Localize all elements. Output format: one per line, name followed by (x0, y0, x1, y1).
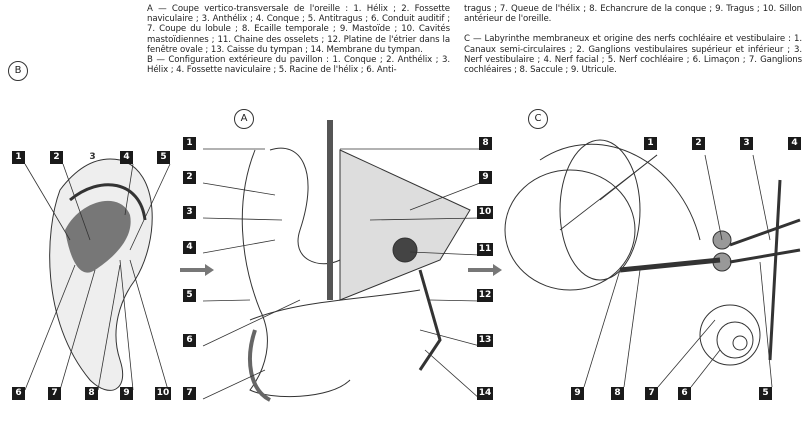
panel-b-marker: B (8, 61, 28, 81)
label-c-4: 4 (788, 137, 801, 150)
panel-c-marker: C (528, 109, 548, 129)
label-b-6: 6 (12, 387, 25, 400)
label-c-6: 6 (678, 387, 691, 400)
label-a-13: 13 (478, 335, 492, 345)
external-ear-drawing (50, 159, 153, 390)
label-b-10: 10 (156, 388, 170, 398)
label-c-1: 1 (644, 137, 657, 150)
label-a-12: 12 (478, 290, 492, 300)
label-b-2: 2 (50, 151, 63, 164)
caption-b-start: B — Configuration extérieure du pavillon : 1. Conque ; 2. Anthélix ; 3. Hélix ; 4. Fossette naviculaire ; 5. Racine de l'hélix ; 6. Anti- (147, 55, 450, 76)
label-a-8: 8 (479, 137, 492, 150)
label-a-14: 14 (478, 388, 492, 398)
label-c-5: 5 (759, 387, 772, 400)
label-b-8: 8 (85, 387, 98, 400)
labyrinth-drawing (505, 140, 800, 365)
label-b-9: 9 (120, 387, 133, 400)
label-a-4: 4 (183, 241, 196, 254)
ear-section-drawing (242, 120, 470, 400)
label-a-6: 6 (183, 334, 196, 347)
label-b-5: 5 (157, 151, 170, 164)
caption-a: A — Coupe vertico-transversale de l'oreille : 1. Hélix ; 2. Fossette naviculaire ; 3. Anthélix ; 4. Conque ; 5. Antitragus ; 6. Conduit auditif ; 7. Coupe du lobule ; 8. Ecaille temporale ; 9. Mastoïde ; 10. Cavités mastoïdiennes ; 11. Chaine des osselets ; 12. Platine de l'étrier dans la fenêtre ovale ; 13. Caisse du tympan ; 14. Membrane du tympan. (147, 4, 450, 55)
label-c-9: 9 (571, 387, 584, 400)
panel-a-marker: A (234, 109, 254, 129)
label-a-3: 3 (183, 206, 196, 219)
label-a-11: 11 (478, 244, 492, 254)
label-a-10: 10 (478, 207, 492, 217)
label-b-7: 7 (48, 387, 61, 400)
label-b-3: 3 (89, 152, 96, 162)
label-a-1: 1 (183, 137, 196, 150)
label-a-5: 5 (183, 289, 196, 302)
label-c-2: 2 (692, 137, 705, 150)
label-c-3: 3 (740, 137, 753, 150)
label-b-1: 1 (12, 151, 25, 164)
label-a-7: 7 (183, 387, 196, 400)
caption-c: C — Labyrinthe membraneux et origine des nerfs cochléaire et vestibulaire : 1. Canaux semi-circulaires ; 2. Ganglions vestibulaires supérieur et inférieur ; 3. Nerf vestibulaire ; 4. Nerf facial ; 5. Nerf cochléaire ; 6. Limaçon ; 7. Ganglions cochléaires ; 8. Saccule ; 9. Utricule. (464, 34, 802, 76)
arrow-right-icon (180, 264, 214, 276)
label-a-9: 9 (479, 171, 492, 184)
caption-b-end: tragus ; 7. Queue de l'hélix ; 8. Echancrure de la conque ; 9. Tragus ; 10. Sillon antérieur de l'oreille. (464, 4, 802, 25)
arrow-right-icon (468, 264, 502, 276)
label-c-8: 8 (611, 387, 624, 400)
label-a-2: 2 (183, 171, 196, 184)
label-b-4: 4 (120, 151, 133, 164)
label-c-7: 7 (645, 387, 658, 400)
